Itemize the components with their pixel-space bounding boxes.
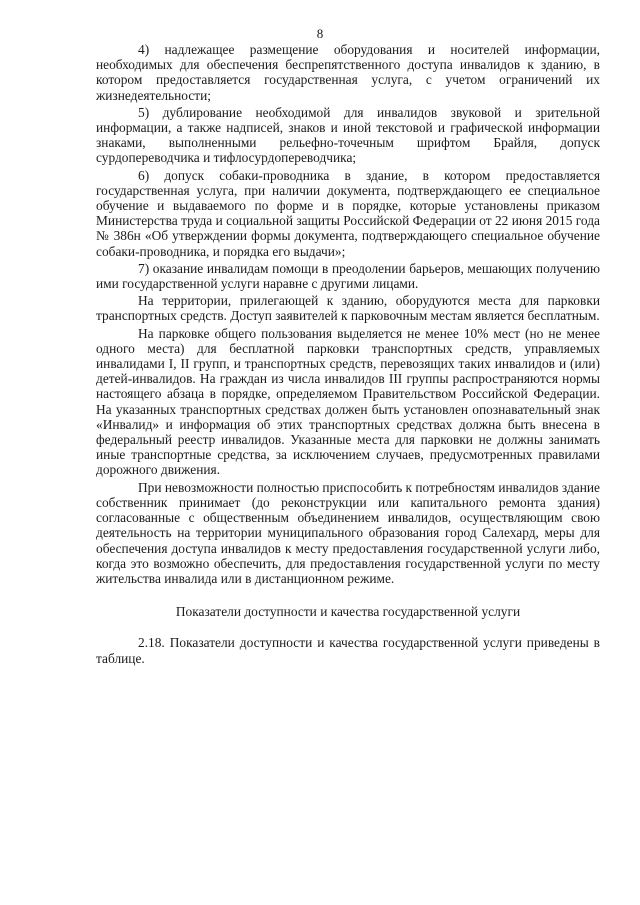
- document-body: [96, 42, 600, 668]
- paragraph-parking-public: На парковке общего пользования выделяется не менее 10% мест (но не менее одного места) для бесплатной парковки транспортных средств, управляемых инвалидами I, II групп, и транспортных средств, перевозящих таких инвалидов и (или) детей-инвалидов. На граждан из числа инвалидов III группы распространяются нормы настоящего абзаца в порядке, определяемом Правительством Российской Федерации. На указанных транспортных средствах должен быть установлен опознавательный знак «Инвалид» и информация об этих транспортных средствах должна быть внесена в федеральный реестр инвалидов. Указанные места для парковки не должны занимать иные транспортные средства, за исключением случаев, предусмотренных правилами дорожного движения.: [96, 325, 600, 478]
- paragraph-building-adaptation: При невозможности полностью приспособить к потребностям инвалидов здание собственник принимает (до реконструкции или капитального ремонта здания) согласованные с общественным объединением инвалидов, осуществляющим свою деятельность на территории муниципального образования город Салехард, меры для обеспечения доступа инвалидов к месту предоставления государственной услуги либо, когда это возможно обеспечить, для предоставления государственной услуги по месту жительства инвалида или в дистанционном режиме.: [96, 479, 600, 586]
- paragraph-2-18: 2.18. Показатели доступности и качества государственной услуги приведены в таблице.: [96, 635, 600, 666]
- section-heading: Показатели доступности и качества государственной услуги: [175, 604, 521, 620]
- paragraph-item-7: 7) оказание инвалидам помощи в преодолении барьеров, мешающих получению ими государственной услуги наравне с другими лицами.: [96, 260, 600, 292]
- paragraph-item-6: 6) допуск собаки-проводника в здание, в котором предоставляется государственная услуга, при наличии документа, подтверждающего ее специальное обучение и выдаваемого по форме и в порядке, которые установлены приказом Министерства труда и социальной защиты Российской Федерации от 22 июня 2015 года № 386н «Об утверждении формы документа, подтверждающего специальное обучение собаки-проводника, и порядка его выдачи»;: [96, 167, 600, 259]
- paragraph-item-5: 5) дублирование необходимой для инвалидов звуковой и зрительной информации, а также надписей, знаков и иной текстовой и графической информации знаками, выполненными рельефно-точечным шрифтом Брайля, допуск сурдопереводчика и тифлосурдопереводчика;: [96, 104, 600, 166]
- page-number: 8: [316, 26, 324, 41]
- paragraph-parking-territory: На территории, прилегающей к зданию, оборудуются места для парковки транспортных средств. Доступ заявителей к парковочным местам является бесплатным.: [96, 293, 600, 324]
- paragraph-item-4: 4) надлежащее размещение оборудования и носителей информации, необходимых для обеспечения беспрепятственного доступа инвалидов к зданию, в котором предоставляется государственная услуга, с учетом ограничений их жизнедеятельности;: [96, 42, 600, 103]
